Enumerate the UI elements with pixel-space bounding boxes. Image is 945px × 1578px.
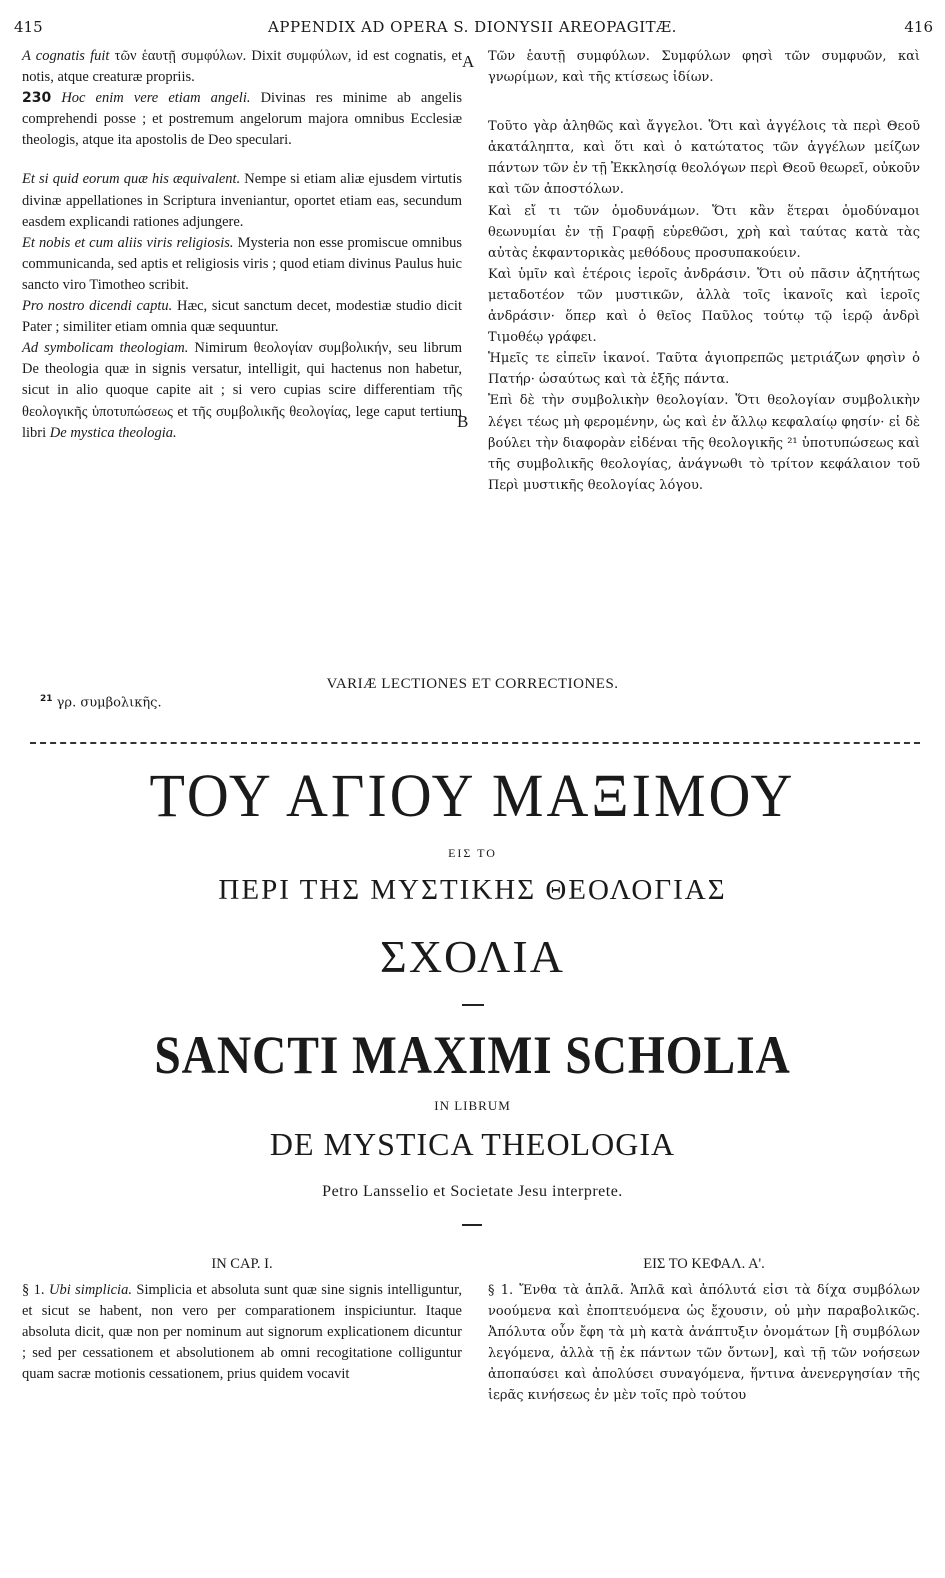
title-latin-in-librum: IN LIBRUM [434, 1098, 511, 1113]
greek-paragraph: Καὶ ὑμῖν καὶ ἑτέροις ἱεροῖς ἀνδράσιν. Ὅτι οὐ πᾶσιν ἀζητήτως μεταδοτέον τῶν μυστικῶν, ἀλλὰ τοῖς ἱκανοῖς καὶ ἱεροῖς ἀνδράσιν· ὅπερ καὶ ὁ θεῖος Παῦλος τούτῳ τῷ ἱερῷ ἀνδρὶ Τιμοθέῳ γράφει. [488, 266, 920, 346]
greek-paragraph: Ἐπὶ δὲ τὴν συμβολικὴν θεολογίαν. Ὅτι θεολογίαν συμβολικὴν λέγει τέως μὴ φερομένην, ὡς καὶ ἐν ἄλλῳ κεφαλαίῳ φησίν· εἰ δὲ βούλει τὴν διαφορὰν εἰδέναι τῆς θεολογικῆς ²¹ ὑποτυπώσεως καὶ τῆς συμβολικῆς θεολογίας, ἀνάγνωθι τὸ τρίτον κεφάλαιον τοῦ Περὶ μυστικῆς θεολογίας λόγου. [488, 393, 920, 493]
title-rule [462, 1004, 484, 1006]
title-interpreter: Petro Lansselio et Societate Jesu interprete. [322, 1183, 623, 1200]
greek-paragraph: Καὶ εἴ τι τῶν ὁμοδυνάμων. Ὅτι κἂν ἕτεραι ὁμοδύναμοι θεωνυμίαι ἐν τῇ Γραφῇ εὑρεθῶσι, χρὴ καὶ ταύτας κατὰ τὰς αὐτὰς ἐκφαντορικὰς μεθόδους προσυπακούειν. [488, 203, 920, 261]
footnote: $^{21}$ γρ. συμβολικῆς. [40, 694, 162, 711]
latin-paragraph: Et nobis et cum aliis viris religiosis. Mysteria non esse promiscue omnibus communicanda, sed aptis et religiosis viris ; quod etiam divinus Paulus huic sancto viro Timotheo scribit. [22, 234, 462, 293]
title-latin-main: SANCTI MAXIMI SCHOLIA [154, 1025, 791, 1085]
running-title: APPENDIX AD OPERA S. DIONYSII AREOPAGITÆ. [268, 18, 677, 36]
latin-column-upper [22, 46, 462, 444]
page-number-left: 415 [14, 18, 43, 36]
section-divider [30, 742, 920, 744]
title-latin-subject: DE MYSTICA THEOLOGIA [269, 1126, 676, 1162]
latin-paragraph: § 1. Ubi simplicia. Simplicia et absoluta sunt quæ sine signis intelliguntur, et sicut se habent, non vero per comparationem inspiciuntur. Itaque absoluta dicit, quæ non per nominum aut signorum explicationem dicuntur ; sed per cessationem et absolutionem ab omni recogitatione colliguntur quam sacræ motionis cessationem, prius quidem vocavit [22, 1282, 463, 1383]
greek-paragraph: § 1. Ἔνθα τὰ ἁπλᾶ. Ἁπλᾶ καὶ ἀπόλυτά εἰσι τὰ δίχα συμβόλων νοούμενα καὶ ἐποπτευόμενα ὡς ἔχουσιν, οὐ μὴν παραβολικῶς. Ἀπόλυτα οὖν ἔφη τὰ μὴ κατὰ ἀνάπτυξιν ὀνομάτων [ἢ συμβόλων λεγόμενα, ἀλλὰ τῇ ἐκ πάντων τῶν ὄντων], καὶ τῇ τῶν νοήσεων ἀποπαύσει καὶ ἀπολύσει συναγόμενα, ἥντινα ἀνενεργησίαν τῆς ἱερᾶς κινήσεως ἐν μὲν τοῖς πρὸ τούτου [488, 1283, 920, 1404]
title-greek-scholia: ΣΧΟΛΙΑ [380, 931, 565, 982]
greek-column-lower [488, 1280, 920, 1407]
section-number: 230 [22, 90, 52, 107]
greek-paragraph: Τοῦτο γὰρ ἀληθῶς καὶ ἄγγελοι. Ὅτι καὶ ἀγγέλοις τὰ περὶ Θεοῦ ἀκατάληπτα, καὶ ὅτι καὶ ὁ κατώτατος τῶν ἀγγέλων μείζων πάντων τῶν ἐν τῇ Ἐκκλησίᾳ θεολόγων περὶ Θεοῦ θεωρεῖ, οὐκοῦν καὶ τῶν ἀποστόλων. [488, 119, 920, 198]
greek-column-upper [488, 46, 920, 496]
margin-letter-b: B [457, 412, 469, 431]
latin-paragraph: Ad symbolicam theologiam. Nimirum θεολογίαν συμβολικήν, seu librum De theologia quæ in signis versatur, intelligit, qui hactenus non habetur, sicut in alio quoque capite ait ; si vero cupias scire differentiam τῆς θεολογικῆς ὑποτυπώσεως et τῆς συμβολικῆς θεολογίας, lege caput tertium libri De mystica theologia. [22, 340, 462, 441]
chapter-heading-greek: ΕΙΣ ΤΟ ΚΕΦΑΛ. Α'. [643, 1256, 765, 1272]
latin-column-lower [22, 1280, 462, 1385]
title-greek-main: ΤΟΥ ΑΓΙΟΥ ΜΑΞΙΜΟΥ [149, 761, 796, 830]
page-number-right: 416 [904, 18, 933, 36]
title-greek-eis-to: ΕΙΣ ΤΟ [448, 846, 497, 860]
greek-paragraph: Ἡμεῖς τε εἰπεῖν ἱκανοί. Ταῦτα ἁγιοπρεπῶς μετριάζων φησὶν ὁ Πατήρ· ὡσαύτως καὶ τὰ ἑξῆς πάντα. [488, 351, 920, 388]
running-header [0, 18, 945, 42]
chapter-heading-latin: IN CAP. I. [211, 1256, 273, 1272]
greek-paragraph: Τῶν ἑαυτῇ συμφύλων. Συμφύλων φησὶ τῶν συμφυῶν, καὶ γνωρίμων, καὶ τῆς κτίσεως ἰδίων. [488, 49, 920, 86]
title-greek-subject: ΠΕΡΙ ΤΗΣ ΜΥΣΤΙΚΗΣ ΘΕΟΛΟΓΙΑΣ [218, 874, 727, 906]
margin-letter-a: A [462, 52, 475, 71]
title-rule [462, 1224, 482, 1226]
latin-paragraph: 230 Hoc enim vere etiam angeli. Divinas res minime ab angelis comprehendi posse ; et postremum angelorum majora omnibus Ecclesiæ theologis, atque ita apostolis de Deo speculari. [22, 90, 462, 149]
latin-paragraph: Pro nostro dicendi captu. Hæc, sicut sanctum decet, modestiæ studio dicit Pater ; similiter etiam omnia quæ sequuntur. [22, 298, 462, 336]
latin-paragraph: A cognatis fuit τῶν ἑαυτῇ συμφύλων. Dixit συμφύλων, id est cognatis, et notis, atque creaturæ propriis. [22, 48, 462, 86]
variae-lectiones-heading: VARIÆ LECTIONES ET CORRECTIONES. [326, 676, 619, 692]
latin-paragraph: Et si quid eorum quæ his æquivalent. Nempe si etiam aliæ ejusdem virtutis divinæ appellationes in Scriptura inveniantur, oportet etiam eas, secundum easdem explicandi rationes adjungere. [22, 171, 462, 230]
